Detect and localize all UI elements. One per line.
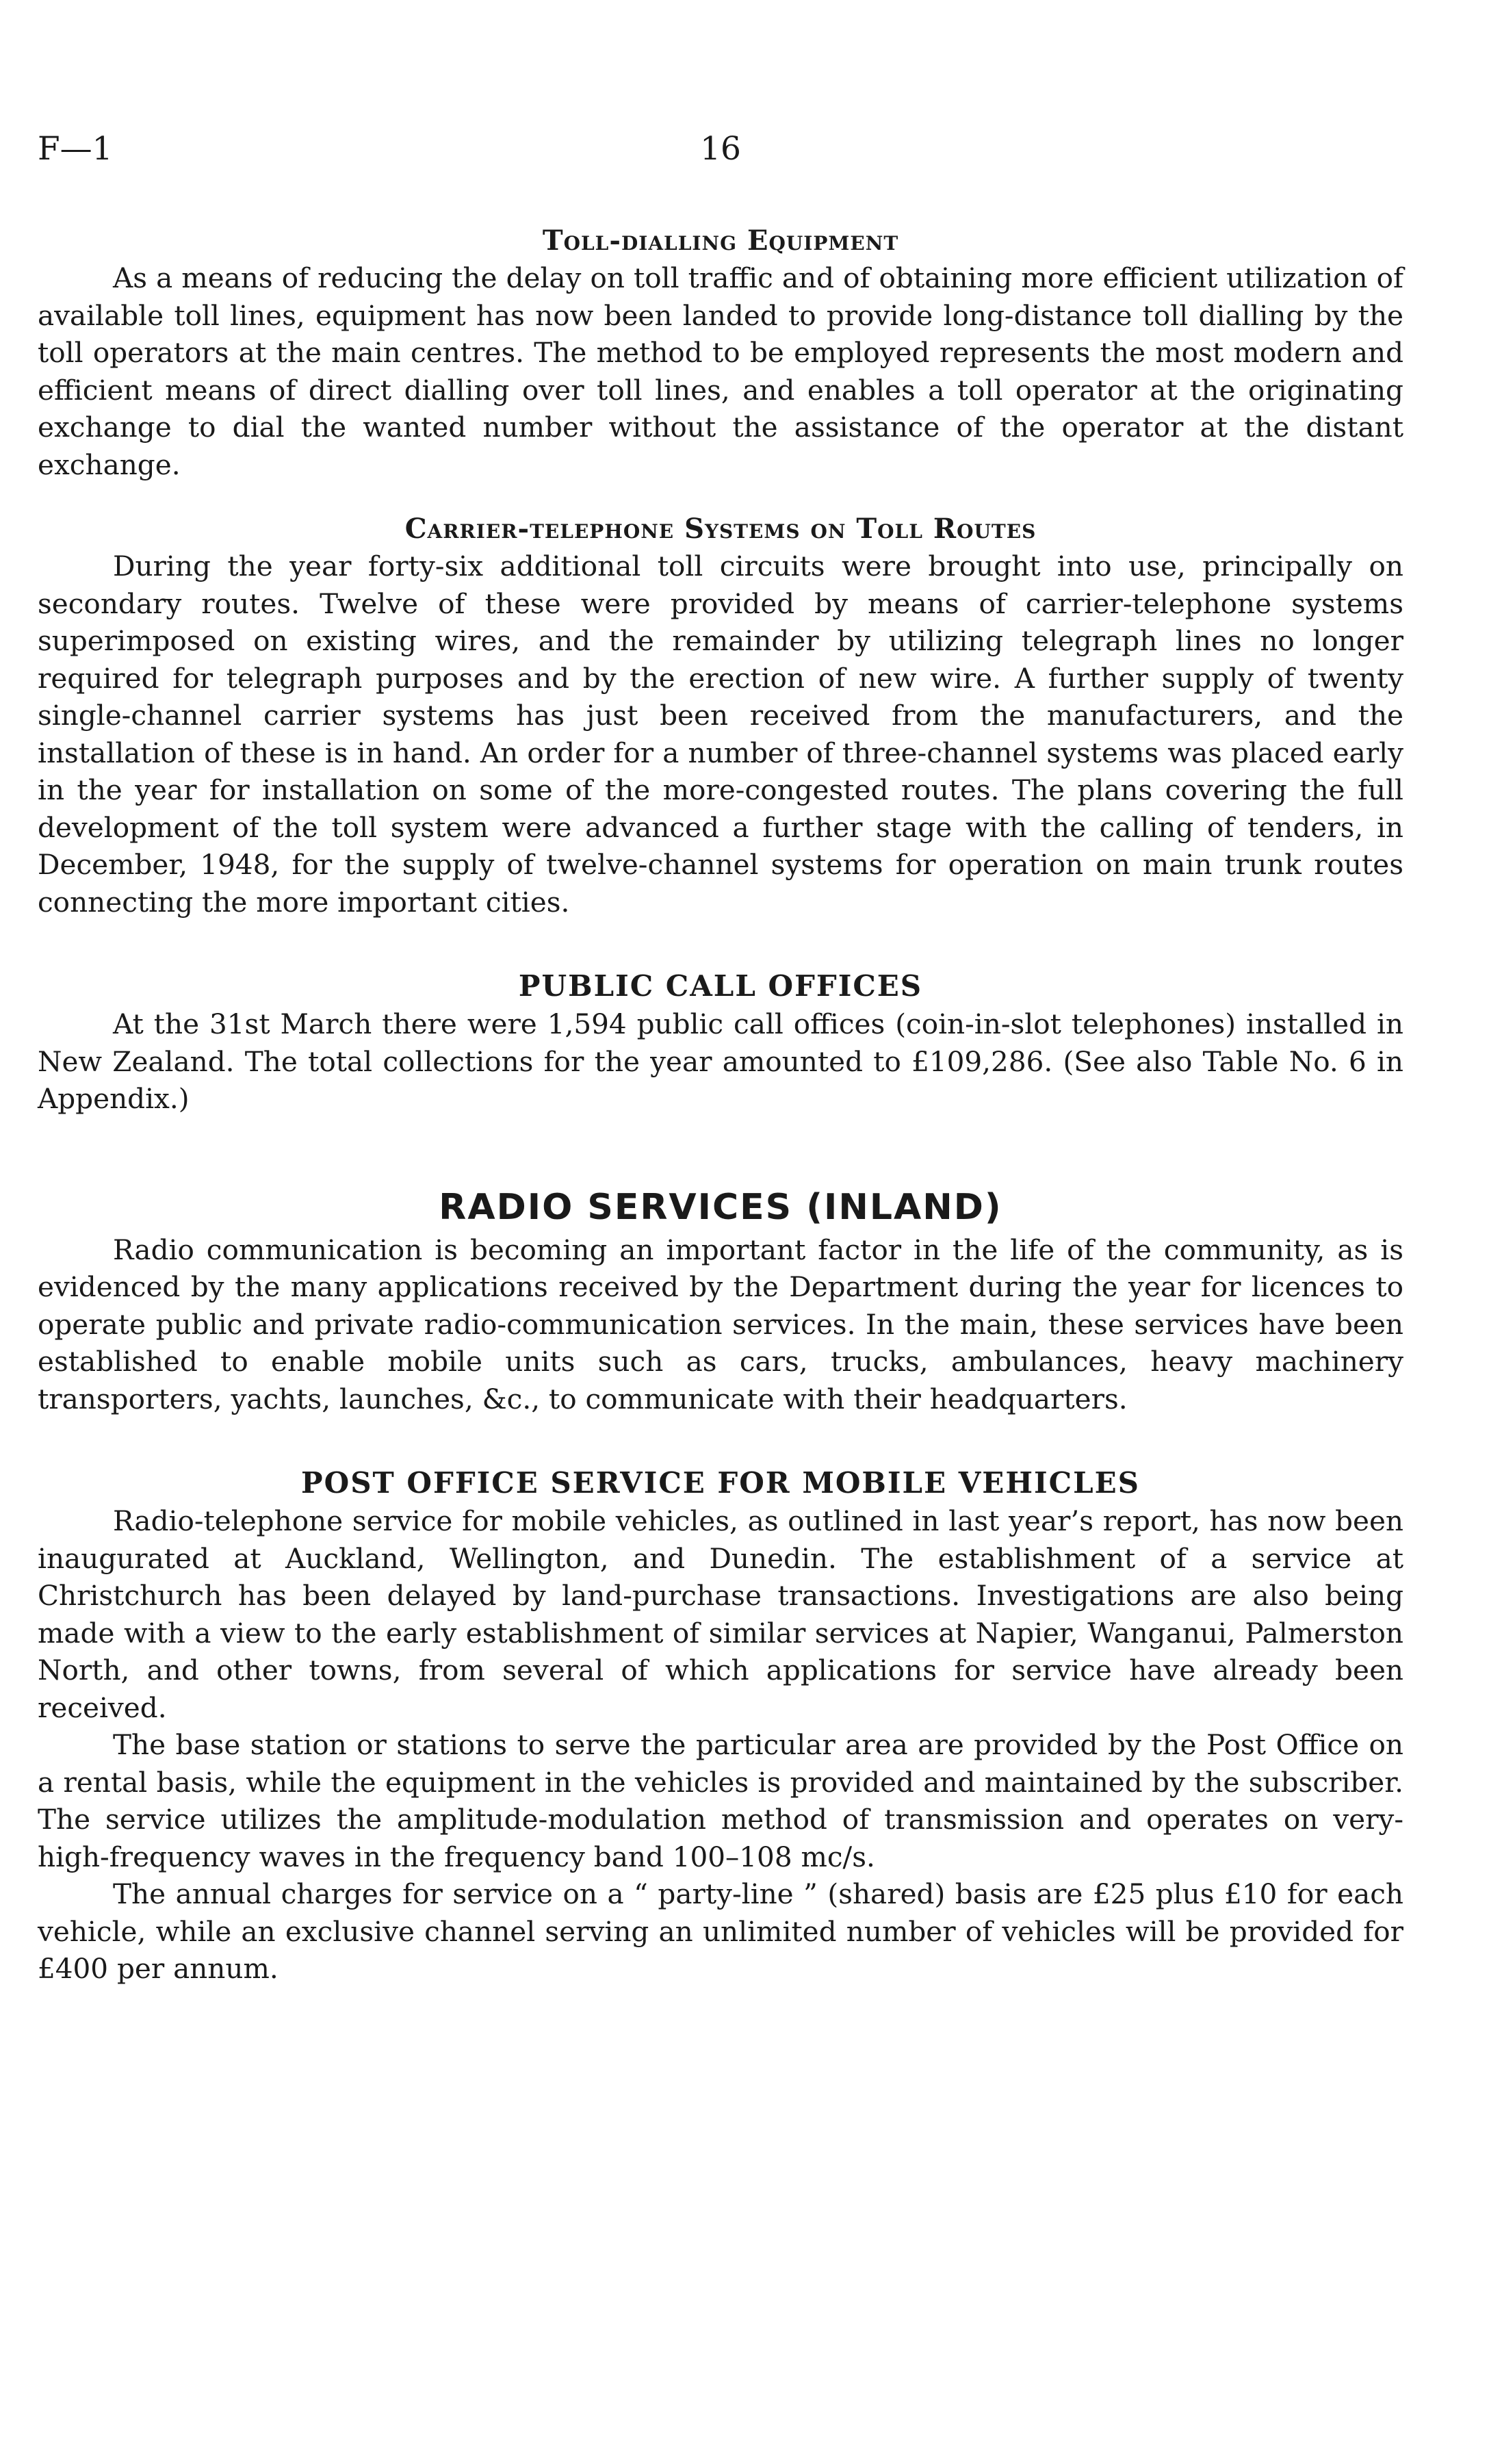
section-toll-dialling <box>38 222 1403 483</box>
section-public-call-offices <box>38 967 1403 1118</box>
paragraph: Radio-telephone service for mobile vehicles, as outlined in last year’s report, has now been inaugurated at Auckland, Wellington, and Dunedin. The establishment of a service at Christchurch has been delayed by land-purchase transactions. Investigations are also being made with a view to the early establishment of similar services at Napier, Wanganui, Palmerston North, and other towns, from several of which applications for service have already been received. <box>38 1504 1403 1724</box>
document-page <box>38 0 1403 2464</box>
section-post-office-mobile <box>38 1464 1403 1988</box>
section-heading: PUBLIC CALL OFFICES <box>518 969 923 1003</box>
paragraph: Radio communication is becoming an important factor in the life of the community, as is evidenced by the many applications received by the Department during the year for licences to operate public and private radio-communication services. In the main, these services have been established to enable mobile units such as cars, trucks, ambulances, heavy machinery transporters, yachts, launches, &c., to communicate with their headquarters. <box>38 1233 1403 1415</box>
section-carrier-telephone <box>38 511 1403 921</box>
page-content <box>38 222 1403 1988</box>
section-heading: RADIO SERVICES (INLAND) <box>439 1186 1002 1228</box>
section-heading: POST OFFICE SERVICE FOR MOBILE VEHICLES <box>301 1466 1140 1500</box>
paragraph: The base station or stations to serve the particular area are provided by the Post Office on a rental basis, while the equipment in the vehicles is provided and maintained by the subscriber. The service utilizes the amplitude-modulation method of transmission and operates on very-high-frequency waves in the frequency band 100–108 mc/s. <box>38 1728 1403 1873</box>
paragraph: During the year forty-six additional toll circuits were brought into use, principally on secondary routes. Twelve of these were provided by means of carrier-telephone systems superimposed on existing wires, and the remainder by utilizing telegraph lines no longer required for telegraph purposes and by the erection of new wire. A further supply of twenty single-channel carrier systems has just been received from the manufacturers, and the installation of these is in hand. An order for a number of three-channel systems was placed early in the year for installation on some of the more-congested routes. The plans covering the full development of the toll system were advanced a further stage with the calling of tenders, in December, 1948, for the supply of twelve-channel systems for operation on main trunk routes connecting the more important cities. <box>38 550 1403 919</box>
paragraph: At the 31st March there were 1,594 public call offices (coin-in-slot telephones) installed in New Zealand. The total collections for the year amounted to £109,286. (See also Table No. 6 in Appendix.) <box>38 1008 1403 1115</box>
paragraph: The annual charges for service on a “ party-line ” (shared) basis are £25 plus £10 for each vehicle, while an exclusive channel serving an unlimited number of vehicles will be provided for £400 per annum. <box>38 1877 1403 1985</box>
section-heading: Carrier-telephone Systems on Toll Routes <box>404 513 1037 545</box>
paragraph: As a means of reducing the delay on toll traffic and of obtaining more efficient utilization of available toll lines, equipment has now been landed to provide long-distance toll dialling by the toll operators at the main centres. The method to be employed represents the most modern and efficient means of direct dialling over toll lines, and enables a toll operator at the originating exchange to dial the wanted number without the assistance of the operator at the distant exchange. <box>38 261 1403 481</box>
report-reference: F—1 <box>38 130 113 168</box>
page-header <box>38 130 1403 178</box>
section-heading: Toll-dialling Equipment <box>542 224 899 257</box>
section-radio-services <box>38 1183 1403 1418</box>
page-number: 16 <box>700 130 741 168</box>
